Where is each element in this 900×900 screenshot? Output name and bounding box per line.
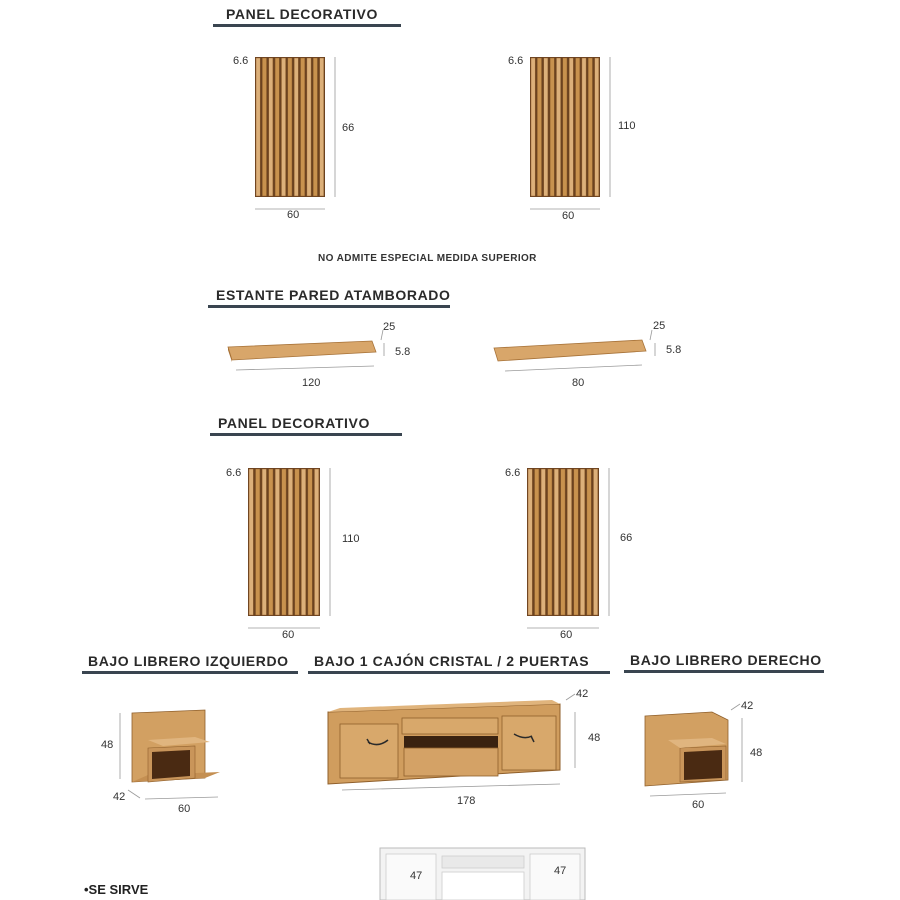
bajo-right-depth-label: 42	[741, 700, 754, 712]
panel-depth-label: 6.6	[505, 467, 521, 479]
panel-depth-label: 6.6	[226, 467, 242, 479]
shelf-80	[494, 330, 655, 371]
panel-width-label: 60	[560, 629, 573, 641]
panel-slat	[554, 469, 558, 615]
panel-slat	[528, 469, 532, 615]
bajo-left-height-label: 48	[101, 739, 114, 751]
panel-slat	[569, 58, 573, 196]
bajo-left-depth-label: 42	[113, 791, 126, 803]
panel-slat	[587, 469, 591, 615]
panel-width-label: 60	[287, 209, 300, 221]
bajo-librero-derecho-unit	[645, 704, 742, 796]
panel-slat	[574, 469, 578, 615]
bajo-cajon-cristal-unit	[328, 694, 575, 790]
panel-slat	[307, 58, 311, 196]
shelf-depth-label: 25	[653, 320, 666, 332]
panel-slat	[595, 58, 599, 196]
panel-slat	[561, 469, 565, 615]
panel-slat	[576, 58, 580, 196]
panel-slat	[249, 469, 253, 615]
panel-height-label: 110	[342, 533, 360, 545]
panel-height-label: 66	[620, 532, 633, 544]
panel-slat	[544, 58, 548, 196]
heading-estante-pared: ESTANTE PARED ATAMBORADO	[216, 287, 451, 303]
bajo-right-height-label: 48	[750, 747, 763, 759]
panel-bottom-2	[527, 468, 609, 628]
heading-bajo-cajon-cristal: BAJO 1 CAJÓN CRISTAL / 2 PUERTAS	[314, 653, 590, 669]
heading-panel-decorativo-bottom: PANEL DECORATIVO	[218, 415, 370, 431]
panel-height-label: 66	[342, 122, 355, 134]
panel-slat	[262, 58, 266, 196]
panel-slat	[301, 469, 305, 615]
panel-slat	[288, 469, 292, 615]
notice-no-admite: NO ADMITE ESPECIAL MEDIDA SUPERIOR	[318, 253, 537, 264]
shelf-thickness-label: 5.8	[395, 346, 411, 358]
panel-slat	[269, 469, 273, 615]
panel-slat	[563, 58, 567, 196]
bajo-right-width-label: 60	[692, 799, 705, 811]
panel-slat	[301, 58, 305, 196]
panel-slat	[281, 58, 285, 196]
panel-slat	[531, 58, 535, 196]
panel-height-label: 110	[618, 120, 636, 132]
panel-slat	[282, 469, 286, 615]
panel-slat	[541, 469, 545, 615]
panel-slat	[593, 469, 597, 615]
panel-width-label: 60	[562, 210, 575, 222]
heading-bajo-librero-izquierdo: BAJO LIBRERO IZQUIERDO	[88, 653, 289, 669]
panel-bottom-1	[248, 468, 330, 628]
footnote-se-sirve: •SE SIRVE	[84, 882, 149, 897]
white-unit-left-dim-label: 47	[410, 870, 423, 882]
panel-slat	[535, 469, 539, 615]
panel-slat	[567, 469, 571, 615]
panel-slat	[314, 469, 318, 615]
heading-panel-decorativo-top: PANEL DECORATIVO	[226, 6, 378, 22]
bajo-left-width-label: 60	[178, 803, 191, 815]
bajo-center-width-label: 178	[457, 795, 476, 807]
panel-slat	[588, 58, 592, 196]
heading-bajo-librero-derecho: BAJO LIBRERO DERECHO	[630, 652, 822, 668]
panel-top-2	[530, 57, 610, 209]
panel-width-label: 60	[282, 629, 295, 641]
panel-slat	[548, 469, 552, 615]
panel-slat	[256, 469, 260, 615]
shelf-thickness-label: 5.8	[666, 344, 682, 356]
panel-depth-label: 6.6	[233, 55, 249, 67]
panel-slat	[580, 469, 584, 615]
panel-slat	[275, 58, 279, 196]
shelf-120	[228, 330, 384, 370]
bajo-librero-izquierdo-unit	[120, 710, 220, 799]
panel-slat	[320, 58, 324, 196]
shelf-width-label: 120	[302, 377, 321, 389]
panel-slat	[537, 58, 541, 196]
panel-depth-label: 6.6	[508, 55, 524, 67]
panel-slat	[269, 58, 273, 196]
panel-slat	[288, 58, 292, 196]
panel-slat	[556, 58, 560, 196]
panel-slat	[294, 58, 298, 196]
panel-slat	[295, 469, 299, 615]
panel-slat	[262, 469, 266, 615]
panel-top-1	[255, 57, 335, 209]
panel-slat	[313, 58, 317, 196]
bajo-center-height-label: 48	[588, 732, 601, 744]
panel-slat	[275, 469, 279, 615]
panel-slat	[256, 58, 260, 196]
panel-slat	[308, 469, 312, 615]
shelf-width-label: 80	[572, 377, 585, 389]
bajo-center-depth-label: 42	[576, 688, 589, 700]
white-unit-right-dim-label: 47	[554, 865, 567, 877]
panel-slat	[550, 58, 554, 196]
panel-slat	[582, 58, 586, 196]
shelf-depth-label: 25	[383, 321, 396, 333]
